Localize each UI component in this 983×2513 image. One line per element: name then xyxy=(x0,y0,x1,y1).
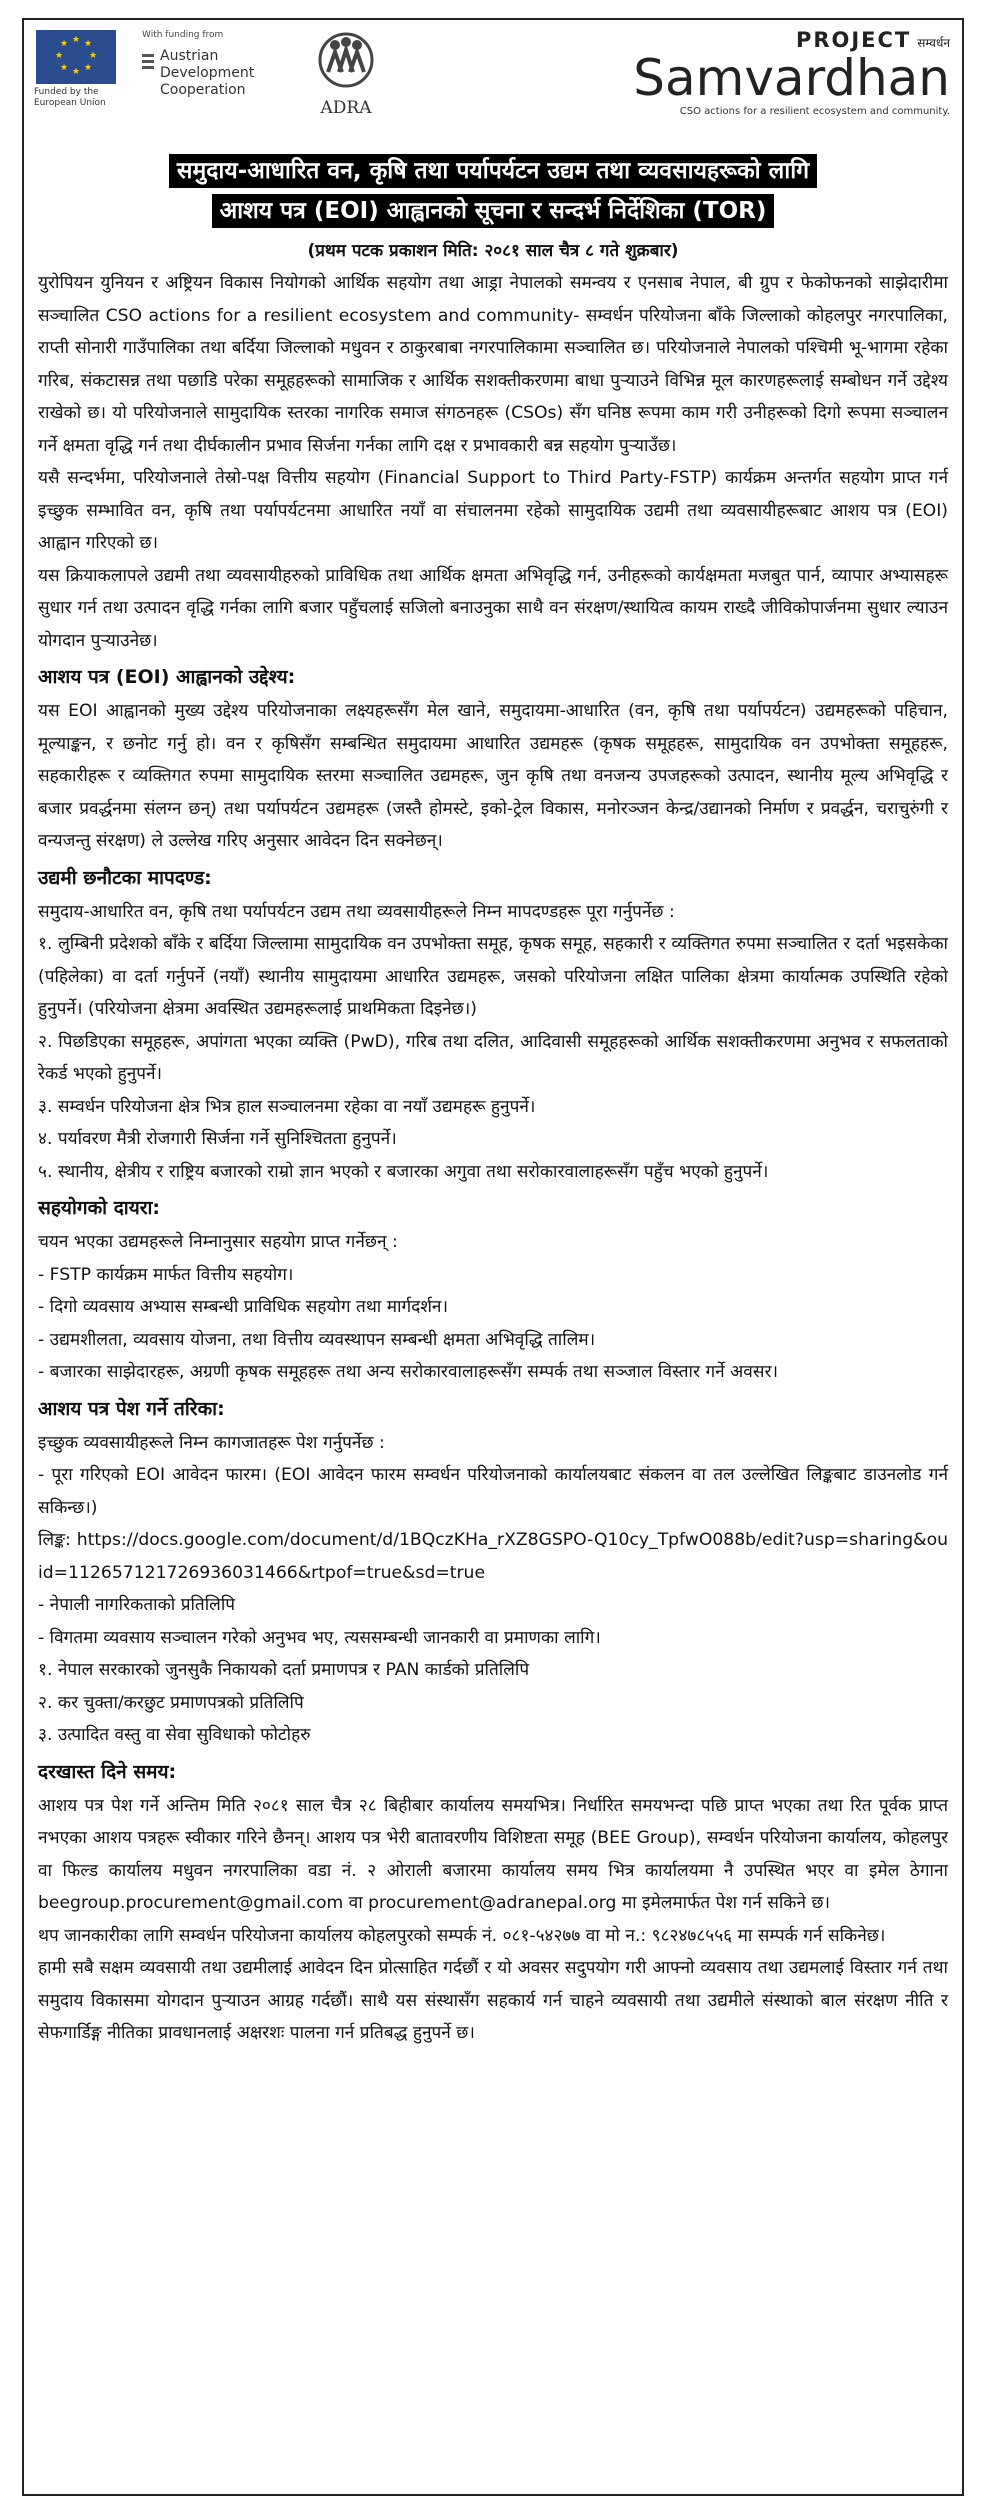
title-line-1: समुदाय-आधारित वन, कृषि तथा पर्यापर्यटन उद्यम तथा व्यवसायहरूको लागि xyxy=(169,154,817,188)
eu-caption: Funded by the European Union xyxy=(34,87,106,108)
objective-heading: आशय पत्र (EOI) आह्वानको उद्देश्य: xyxy=(38,666,296,688)
adra-emblem-icon xyxy=(316,28,376,94)
support-item: - दिगो व्यवसाय अभ्यास सम्बन्धी प्राविधिक सहयोग तथा मार्गदर्शन। xyxy=(38,1297,448,1317)
title-line-2: आशय पत्र (EOI) आह्वानको सूचना र सन्दर्भ निर्देशिका (TOR) xyxy=(212,194,775,228)
project-tagline: CSO actions for a resilient ecosystem and community. xyxy=(679,106,950,117)
ada-line-3: Cooperation xyxy=(160,82,246,98)
criteria-item: ३. सम्वर्धन परियोजना क्षेत्र भित्र हाल सञ्चालनमा रहेका वा नयाँ उद्यमहरू हुनुपर्ने। xyxy=(38,1096,536,1117)
criteria-item: १. लुम्बिनी प्रदेशको बाँके र बर्दिया जिल्लामा सामुदायिक वन उपभोक्ता समूह, कृषक समूह, सहकारी र व्यक्तिगत रुपमा सञ्चालित र दर्ता भइसकेका (पहिलेका) वा दर्ता गर्नुपर्ने (नयाँ) स्थानीय सामुदायमा आधारित उद्यमहरू, जसको परियोजना लक्षित पालिका क्षेत्रमा कार्यात्मक उपस्थिति रहेको हुनुपर्ने। (परियोजना क्षेत्रमा अवस्थित उद्यमहरूलाई प्राथमिकता दिइनेछ।) xyxy=(38,934,948,1019)
samvardhan-logo xyxy=(620,28,950,117)
objective-text: यस EOI आह्वानको मुख्य उद्देश्य परियोजनाका लक्ष्यहरूसँग मेल खाने, समुदायमा-आधारित (वन, कृषि तथा पर्यापर्यटन) उद्यमहरूको पहिचान, मूल्याङ्कन, र छनोट गर्नु हो। वन र कृषिसँग सम्बन्धित समुदायमा आधारित उद्यमहरू (कृषक समूहहरू, सामुदायिक वन उपभोक्ता समूहहरू, सहकारीहरू र व्यक्तिगत रुपमा सामुदायिक स्तरमा सञ्चालित उद्यमहरू, जुन कृषि तथा वनजन्य उपजहरूको उत्पादन, स्थानीय मूल्य अभिवृद्धि र बजार प्रवर्द्धनमा संलग्न छन्) तथा पर्यापर्यटन उद्यमहरू (जस्तै होमस्टे, इको-ट्रेल विकास, मनोरञ्जन केन्द्र/उद्यानको निर्माण र प्रवर्द्धन, चराचुरुंगी र वन्यजन्तु संरक्षण) ले उल्लेख गरिए अनुसार आवेदन दिन सक्नेछन्। xyxy=(38,701,948,851)
intro-paragraph-2: यसै सन्दर्भमा, परियोजनाले तेस्रो-पक्ष वित्तीय सहयोग (Financial Support to Third Party-FSTP) कार्यक्रम अन्तर्गत सहयोग प्राप्त गर्न इच्छुक सम्भावित वन, कृषि तथा पर्यापर्यटनमा आधारित नयाँ वा संचालनमा रहेको सामुदायिक उद्यमी तथा व्यवसायीहरूबाट आशय पत्र (EOI) आह्वान गरिएको छ। xyxy=(38,468,948,553)
adra-name: ADRA xyxy=(320,98,372,118)
ada-mark-icon xyxy=(142,54,154,99)
submission-item: - नेपाली नागरिकताको प्रतिलिपि xyxy=(38,1595,236,1615)
submission-item: - पूरा गरिएको EOI आवेदन फारम। (EOI आवेदन फारम सम्वर्धन परियोजनाको कार्यालयबाट संकलन वा तल उल्लेखित लिङ्कबाट डाउनलोड गर्न सकिन्छ।) xyxy=(38,1465,948,1518)
support-item: - बजारका साझेदारहरू, अग्रणी कृषक समूहहरू तथा अन्य सरोकारवालाहरूसँग सम्पर्क तथा सञ्जाल विस्तार गर्ने अवसर। xyxy=(38,1362,779,1382)
notice-page xyxy=(22,18,964,2496)
ada-heading: With funding from xyxy=(142,30,224,40)
support-item: - उद्यमशीलता, व्यवसाय योजना, तथा वित्तीय व्यवस्थापन सम्बन्धी क्षमता अभिवृद्धि तालिम। xyxy=(38,1329,596,1350)
eu-flag-icon: ★ ★ ★ ★ ★ ★ ★ ★ xyxy=(36,30,116,84)
application-form-link[interactable]: लिङ्क: https://docs.google.com/document/d/1BQczKHa_rXZ8GSPO-Q10cy_TpfwO088b/edit?usp=sharing&ouid=112657121726936031466&rtpof=true&sd=true xyxy=(38,1530,948,1583)
closing-paragraph: हामी सबै सक्षम व्यवसायी तथा उद्यमीलाई आवेदन दिन प्रोत्साहित गर्दछौं र यो अवसर सदुपयोग गरी आफ्नो व्यवसाय तथा उद्यमलाई विस्तार गर्न तथा समुदाय विकासमा योगदान पुऱ्याउन आग्रह गर्दछौं। साथै यस संस्थासँग सहकार्य गर्न चाहने व्यवसायी तथा उद्यमीले संस्थाको बाल संरक्षण नीति र सेफगार्डिङ्ग नीतिका प्रावधानलाई अक्षरशः पालना गर्न प्रतिबद्ध हुनुपर्ने छ। xyxy=(38,1958,948,2043)
deadline-heading: दरखास्त दिने समय: xyxy=(38,1760,177,1783)
ada-line-2: Development xyxy=(160,65,255,81)
support-item: - FSTP कार्यक्रम मार्फत वित्तीय सहयोग। xyxy=(38,1264,294,1285)
notice-title xyxy=(24,148,962,234)
criteria-item: ५. स्थानीय, क्षेत्रीय र राष्ट्रिय बजारको राम्रो ज्ञान भएको र बजारका अगुवा तथा सरोकारवालाहरूसँग पहुँच भएको हुनुपर्ने। xyxy=(38,1161,769,1182)
adra-logo xyxy=(306,28,386,118)
criteria-heading: उद्यमी छनौटका मापदण्ड: xyxy=(38,866,212,889)
criteria-item: २. पिछडिएका समूहहरू, अपांगता भएका व्यक्ति (PwD), गरिब तथा दलित, आदिवासी समूहहरूको आर्थिक सशक्तीकरणमा अनुभव र सफलताको रेकर्ड भएको हुनुपर्ने। xyxy=(38,1031,948,1084)
logo-header xyxy=(24,20,962,148)
submission-heading: आशय पत्र पेश गर्ने तरिका: xyxy=(38,1397,225,1420)
project-word: PROJECT xyxy=(795,28,912,52)
ada-line-1: Austrian xyxy=(160,48,219,64)
criteria-lead: समुदाय-आधारित वन, कृषि तथा पर्यापर्यटन उद्यम तथा व्यवसायीहरूले निम्न मापदण्डहरू पूरा गर्नुपर्नेछ : xyxy=(38,901,675,922)
submission-lead: इच्छुक व्यवसायीहरूले निम्न कागजातहरू पेश गर्नुपर्नेछ : xyxy=(38,1432,385,1453)
submission-item: - विगतमा व्यवसाय सञ्चालन गरेको अनुभव भए, त्यससम्बन्धी जानकारी वा प्रमाणका लागि। xyxy=(38,1627,601,1648)
deadline-paragraph: आशय पत्र पेश गर्ने अन्तिम मिति २०८१ साल चैत्र २८ बिहीबार कार्यालय समयभित्र। निर्धारित समयभन्दा पछि प्राप्त भएका तथा रित पूर्वक प्राप्त नभएका आशय पत्रहरू स्वीकार गरिने छैनन्। आशय पत्र भेरी बातावरणीय विशिष्टता समूह (BEE Group), सम्वर्धन परियोजना कार्यालय, कोहलपुर वा फिल्ड कार्यालय मधुवन नगरपालिका वडा नं. २ ओराली बजारमा कार्यालय समय भित्र कार्यालयमा नै उपस्थित भएर वा इमेल ठेगाना beegroup.procurement@gmail.com वा procurement@adranepal.org मा इमेलमार्फत पेश गर्न सकिने छ। xyxy=(38,1795,948,1913)
submission-item: २. कर चुक्ता/करछुट प्रमाणपत्रको प्रतिलिपि xyxy=(38,1692,304,1713)
contact-paragraph: थप जानकारीका लागि सम्वर्धन परियोजना कार्यालय कोहलपुरको सम्पर्क नं. ०८१-५४२७७ वा मो न.: ९८२४७८५५६ मा सम्पर्क गर्न सकिनेछ। xyxy=(38,1925,886,1946)
support-lead: चयन भएका उद्यमहरूले निम्नानुसार सहयोग प्राप्त गर्नेछन् : xyxy=(38,1232,398,1252)
intro-paragraph-1: युरोपियन युनियन र अष्ट्रियन विकास नियोगको आर्थिक सहयोग तथा आड्रा नेपालको समन्वय र एनसाब नेपाल, बी ग्रुप र फेकोफनको साझेदारीमा सञ्चालित CSO actions for a resilient ecosystem and community- सम्वर्धन परियोजना बाँके जिल्लाको कोहलपुर नगरपालिका, राप्ती सोनारी गाउँपालिका तथा बर्दिया जिल्लाको मधुवन र ठाकुरबाबा नगरपालिकामा सञ्चालित छ। परियोजनाले नेपालको पश्चिमी भू-भागमा रहेका गरिब, संकटासन्न तथा पछाडि परेका समूहहरूको सामाजिक र आर्थिक सशक्तीकरणमा बाधा पुऱ्याउने विभिन्न मूल कारणहरूलाई सम्बोधन गर्ने उद्देश्य राखेको छ। यो परियोजनाले सामुदायिक स्तरका नागरिक समाज संगठनहरू (CSOs) सँग घनिष्ठ रूपमा काम गरी उनीहरूको दिगो रूपमा सञ्चालन गर्ने क्षमता वृद्धि गर्न तथा दीर्घकालीन प्रभाव सिर्जना गर्नका लागि दक्ष र प्रभावकारी बन्न सहयोग पुऱ्याउँछ। xyxy=(38,273,948,456)
eu-logo xyxy=(34,30,138,109)
project-devanagari: सम्वर्धन xyxy=(917,36,950,50)
intro-paragraph-3: यस क्रियाकलापले उद्यमी तथा व्यवसायीहरुको प्राविधिक तथा आर्थिक क्षमता अभिवृद्धि गर्न, उनीहरूको कार्यक्षमता मजबुत पार्न, व्यापार अभ्यासहरू सुधार गर्न तथा उत्पादन वृद्धि गर्नका लागि बजार पहुँचलाई सजिलो बनाउनुका साथै वन संरक्षण/स्थायित्व कायम राख्दै जीविकोपार्जनमा सुधार ल्याउन योगदान पुऱ्याउनेछ। xyxy=(38,565,948,651)
submission-item: १. नेपाल सरकारको जुनसुकै निकायको दर्ता प्रमाणपत्र र PAN कार्डको प्रतिलिपि xyxy=(38,1660,530,1680)
submission-item: ३. उत्पादित वस्तु वा सेवा सुविधाको फोटोहरु xyxy=(38,1725,311,1745)
criteria-item: ४. पर्यावरण मैत्री रोजगारी सिर्जना गर्ने सुनिश्चितता हुनुपर्ने। xyxy=(38,1129,397,1149)
project-name: Samvardhan xyxy=(633,49,950,107)
notice-body xyxy=(24,267,962,2050)
publication-date: (प्रथम पटक प्रकाशन मिति: २०८१ साल चैत्र ८ गते शुक्रबार) xyxy=(307,241,679,261)
support-heading: सहयोगको दायरा: xyxy=(38,1197,161,1219)
ada-logo xyxy=(142,30,292,99)
